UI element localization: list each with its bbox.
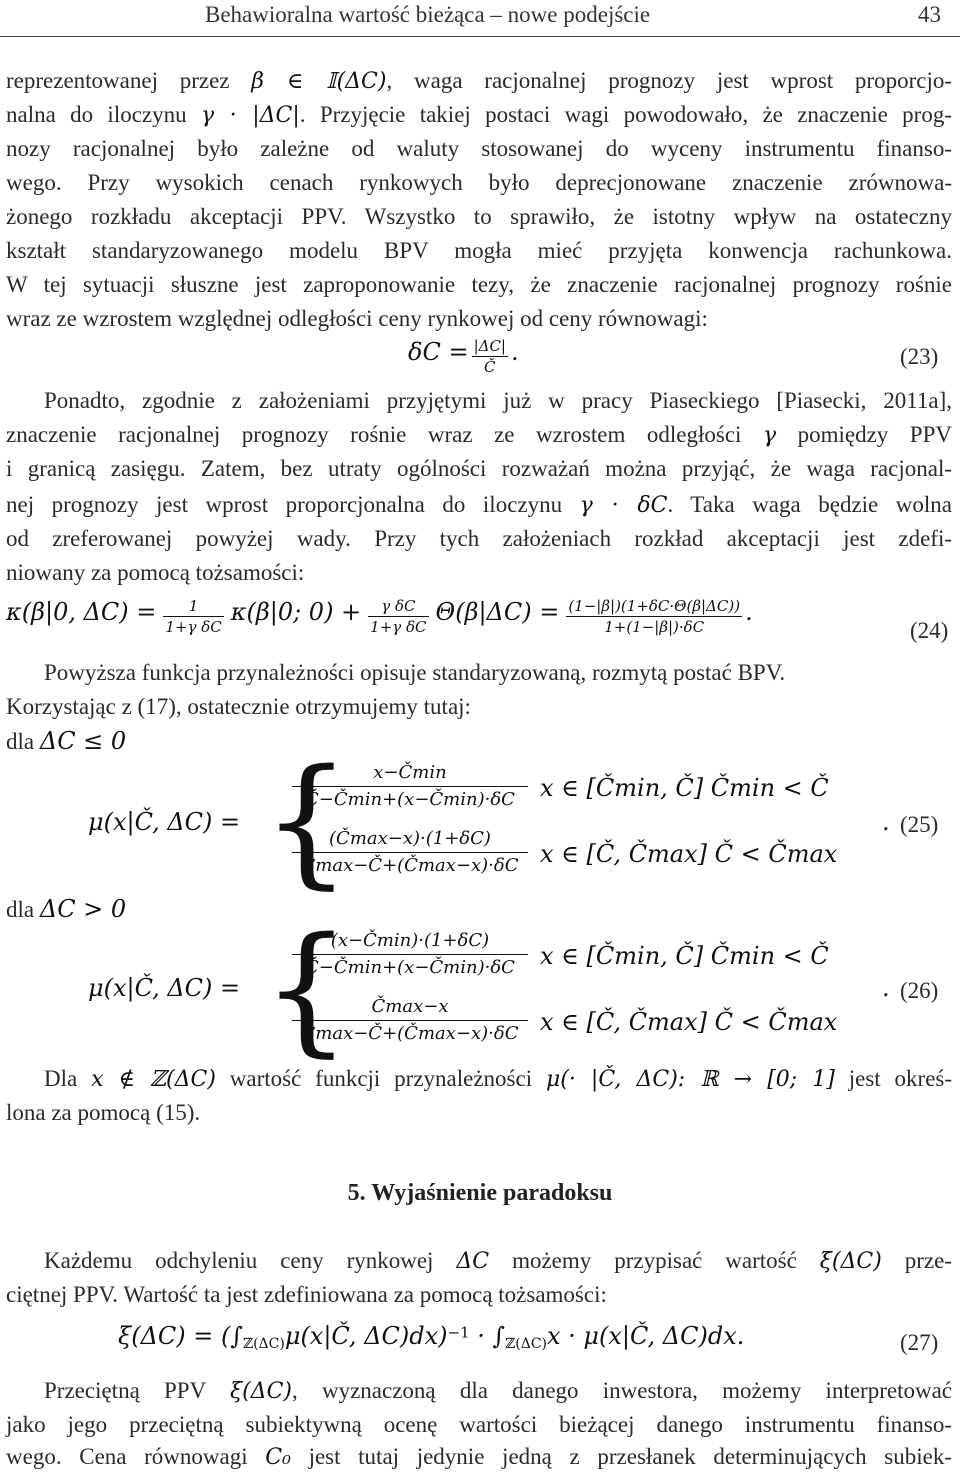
paragraph-line: żonego rozkładu akceptacji PPV. Wszystko to sprawiło, że istotny wpływ na ostateczny [6,204,952,229]
paragraph-line: lona za pomocą (15). [6,1100,201,1125]
equation-number: (23) [900,344,939,369]
case-fraction: (Čmax−x)·(1+δC) Čmax−Č+(Čmax−x)·δC [292,826,528,879]
equation-26-lhs: μ(x|Č, ΔC) = [88,974,241,1002]
paragraph-line: ciętnej PPV. Wartość ta jest zdefiniowana za pomocą tożsamości: [6,1282,607,1307]
equation-number: (27) [900,1330,939,1355]
math-inline: x ∉ ℤ(ΔC) [91,1067,216,1092]
paragraph-line: Ponadto, zgodnie z założeniami przyjętymi już w pracy Piaseckiego [Piasecki, 2011a], [44,388,952,413]
case-condition: x ∈ [Č, Čmax] Č < Čmax [540,1008,838,1036]
case-condition: x ∈ [Čmin, Č] Čmin < Č [540,942,829,970]
paragraph-line: Każdemu odchyleniu ceny rynkowej ΔC możemy przypisać wartość ξ(ΔC) prze- [44,1248,952,1274]
paragraph-line: wraz ze wzrostem względnej odległości ceny rynkowej od ceny równowagi: [6,306,708,331]
page-number: 43 [918,2,941,27]
paragraph-line: niowany za pomocą tożsamości: [6,560,305,585]
math-inline: C₀ [265,1445,291,1470]
math-inline: ξ(ΔC) [229,1379,292,1404]
paragraph-line: i granicą zasięgu. Zatem, bez utraty ogólności rozważań można przyjąć, że waga racjonal- [6,456,952,481]
equation-24: κ(β|0, ΔC) = $\frac{1}{\text{1+γ δC}}$ κ(β|0; 0) + $\frac{\text{γ δC}}{\text{1+γ δC}}$ Θ(β|ΔC) = $\frac{(1-|\beta|)(1+\delta C\cdot\Theta(\beta|\Delta C))}{1+(1-|\beta|)\cdot\delta C}$ . [6,597,753,636]
paragraph-line: Dla x ∉ ℤ(ΔC) wartość funkcji przynależności μ(· |Č, ΔC): ℝ → [0; 1] jest okreś- [44,1066,953,1092]
paragraph-line: wego. Cena równowagi C₀ jest tutaj jedynie jedną z przesłanek determinujących subiek- [6,1444,952,1470]
paragraph-line: dla ΔC ≤ 0 [6,727,127,755]
paragraph-line: nozy racjonalnej było zależne od waluty stosowanej do wyceny instrumentu finanso- [6,136,952,161]
paragraph-line: Przeciętną PPV ξ(ΔC), wyznaczoną dla danego inwestora, możemy interpretować [44,1378,952,1404]
paragraph-line: kształt standaryzowanego modelu BPV mogła mieć przyjęta konwencja rachunkowa. [6,238,952,263]
document-page: Behawioralna wartość bieżąca – nowe podejście 43 reprezentowanej przez β ∈ 𝕀(ΔC), waga racjonalnej prognozy jest wprost proporcjo- nalna do iloczynu γ · |ΔC|. Przyjęcie takiej postaci wagi powodowało, że znaczenie prog- nozy racjonalnej było zależne od waluty stosowanej do wyceny instrumentu finanso- wego. Przy wysokich cenach rynkowych było deprecjonowane znaczenie zrównowa- żonego rozkładu akceptacji PPV. Wszystko to sprawiło, że istotny wpływ na ostateczny kształt standaryzowanego modelu BPV mogła mieć przyjęta konwencja rachunkowa. W tej sytuacji słuszne jest zaproponowanie tezy, że znaczenie racjonalnej prognozy rośnie wraz ze wzrostem względnej odległości ceny rynkowej od ceny równowagi: δC = $\frac{|\Delta C|}{Č}$ . (23) Ponadto, zgodnie z założeniami przyjętymi już w pracy Piaseckiego [Piasecki, 2011a], znaczenie racjonalnej prognozy rośnie wraz ze wzrostem odległości γ pomiędzy PPV i granicą zasięgu. Zatem, bez utraty ogólności rozważań można przyjąć, że waga racjonal- nej prognozy jest wprost proporcjonalna do iloczynu γ · δC. Taka waga będzie wolna od zreferowanej powyżej wady. Przy tych założeniach rozkład akceptacji jest zdefi- niowany za pomocą tożsamości: κ(β|0, ΔC) = $\frac{1}{\text{1+γ δC}}$ κ(β|0; 0) + $\frac{\text{γ δC}}{\text{1+γ δC}}$ Θ(β|ΔC) = $\frac{(1-|\beta|)(1+\delta C\cdot\Theta(\beta|\Delta C))}{1+(1-|\beta|)\cdot\delta C}$ . (24) Powyższa funkcja przynależności opisuje standaryzowaną, rozmytą postać BPV. Korzystając z (17), ostatecznie otrzymujemy tutaj: dla ΔC ≤ 0 μ(x|Č, ΔC) = { x−Čmin Č−Čmin+(x−Čmin)·δC x ∈ [Čmin, Č] Čmin < Č (Čmax−x)·(1+δC) Čmax−Č+(Čmax−x)·δC x ∈ [Č, Čmax] Č < Čmax . (25) dla ΔC > 0 μ(x|Č, ΔC) = { (x−Čmin)·(1+δC) Č−Čmin+(x−Čmin)·δC x ∈ [Čmin, Č] Čmin < Č Čmax−x Čmax−Č+(Čmax−x)·δC x ∈ [Č, Čmax] Č < Čmax . (26) Dla x ∉ ℤ(ΔC) wartość funkcji przynależności μ(· |Č, ΔC): ℝ → [0; 1] jest okreś- lona za pomocą (15). 5. Wyjaśnienie paradoksu Każdemu odchyleniu ceny rynkowej ΔC możemy przypisać wartość ξ(ΔC) prze- ciętnej PPV. Wartość ta jest zdefiniowana za pomocą tożsamości: $\xi(\Delta C) = (\int_{ℤ(\Delta C)}\mu(x|Č$, $\Delta C)dx)^{-1} \cdot \int_{ℤ(\Delta C)}x$ · μ(x|Č, ΔC)dx. (27) Przeciętną PPV ξ(ΔC), wyznaczoną dla danego inwestora, możemy interpretować jako jego przeciętną subiektywną ocenę wartości bieżącej danego instrumentu finanso- wego. Cena równowagi C₀ jest tutaj jedynie jedną z przesłanek determinujących subiek- [0,0,960,1475]
section-heading: 5. Wyjaśnienie paradoksu [347,1180,613,1206]
equation-number: (24) [910,618,949,643]
equation-number: (26) [900,978,939,1003]
paragraph-line: reprezentowanej przez β ∈ 𝕀(ΔC), waga racjonalnej prognozy jest wprost proporcjo- [6,68,953,94]
math-inline: ξ(ΔC) [819,1249,882,1274]
paragraph-line: dla ΔC > 0 [6,895,127,923]
paragraph-line: nalna do iloczynu γ · |ΔC|. Przyjęcie takiej postaci wagi powodowało, że znaczenie prog- [6,102,952,128]
paragraph-line: Powyższa funkcja przynależności opisuje standaryzowaną, rozmytą postać BPV. [44,660,786,685]
paragraph-line: Korzystając z (17), ostatecznie otrzymujemy tutaj: [6,694,471,719]
paragraph-line: jako jego przeciętną subiektywną ocenę wartości bieżącej danego instrumentu finanso- [6,1412,952,1437]
paragraph-line: znaczenie racjonalnej prognozy rośnie wraz ze wzrostem odległości γ pomiędzy PPV [6,422,952,448]
cases-brace: { [262,740,352,903]
math-inline: μ(· |Č, ΔC): ℝ → [0; 1] [545,1067,835,1092]
paragraph-line: nej prognozy jest wprost proporcjonalna do iloczynu γ · δC. Taka waga będzie wolna [6,492,953,518]
equation-number: (25) [900,812,939,837]
case-fraction: Čmax−x Čmax−Č+(Čmax−x)·δC [292,994,528,1047]
cases-brace: { [262,908,352,1071]
math-inline: γ [762,423,777,448]
paragraph-line: od zreferowanej powyżej wady. Przy tych założeniach rozkład akceptacji jest zdefi- [6,526,952,551]
case-condition: x ∈ [Č, Čmax] Č < Čmax [540,840,838,868]
equation-27: $\xi(\Delta C) = (\int_{ℤ(\Delta C)}\mu(x|Č$, $\Delta C)dx)^{-1} \cdot \int_{ℤ(\Delta C)}x$ · μ(x|Č, ΔC)dx. [118,1322,745,1353]
case-fraction: (x−Čmin)·(1+δC) Č−Čmin+(x−Čmin)·δC [292,928,528,981]
equation-23: δC = $\frac{|\Delta C|}{Č}$ . [408,337,519,376]
math-inline: β ∈ 𝕀(ΔC) [251,69,387,94]
math-inline: ΔC ≤ 0 [39,727,127,755]
running-header-title: Behawioralna wartość bieżąca – nowe podejście [205,2,651,27]
paragraph-line: wego. Przy wysokich cenach rynkowych było deprecjonowane znaczenie zrównowa- [6,170,952,195]
case-condition: x ∈ [Čmin, Č] Čmin < Č [540,774,829,802]
math-inline: γ · δC [579,493,668,518]
math-inline: ΔC > 0 [39,895,127,923]
math-inline: γ · |ΔC| [200,103,300,128]
case-fraction: x−Čmin Č−Čmin+(x−Čmin)·δC [292,760,528,813]
header-rule [0,36,960,37]
math-inline: ΔC [456,1249,490,1274]
paragraph-line: W tej sytuacji słuszne jest zaproponowanie tezy, że znaczenie racjonalnej prognozy rośnie [6,272,952,297]
equation-25-lhs: μ(x|Č, ΔC) = [88,808,241,836]
